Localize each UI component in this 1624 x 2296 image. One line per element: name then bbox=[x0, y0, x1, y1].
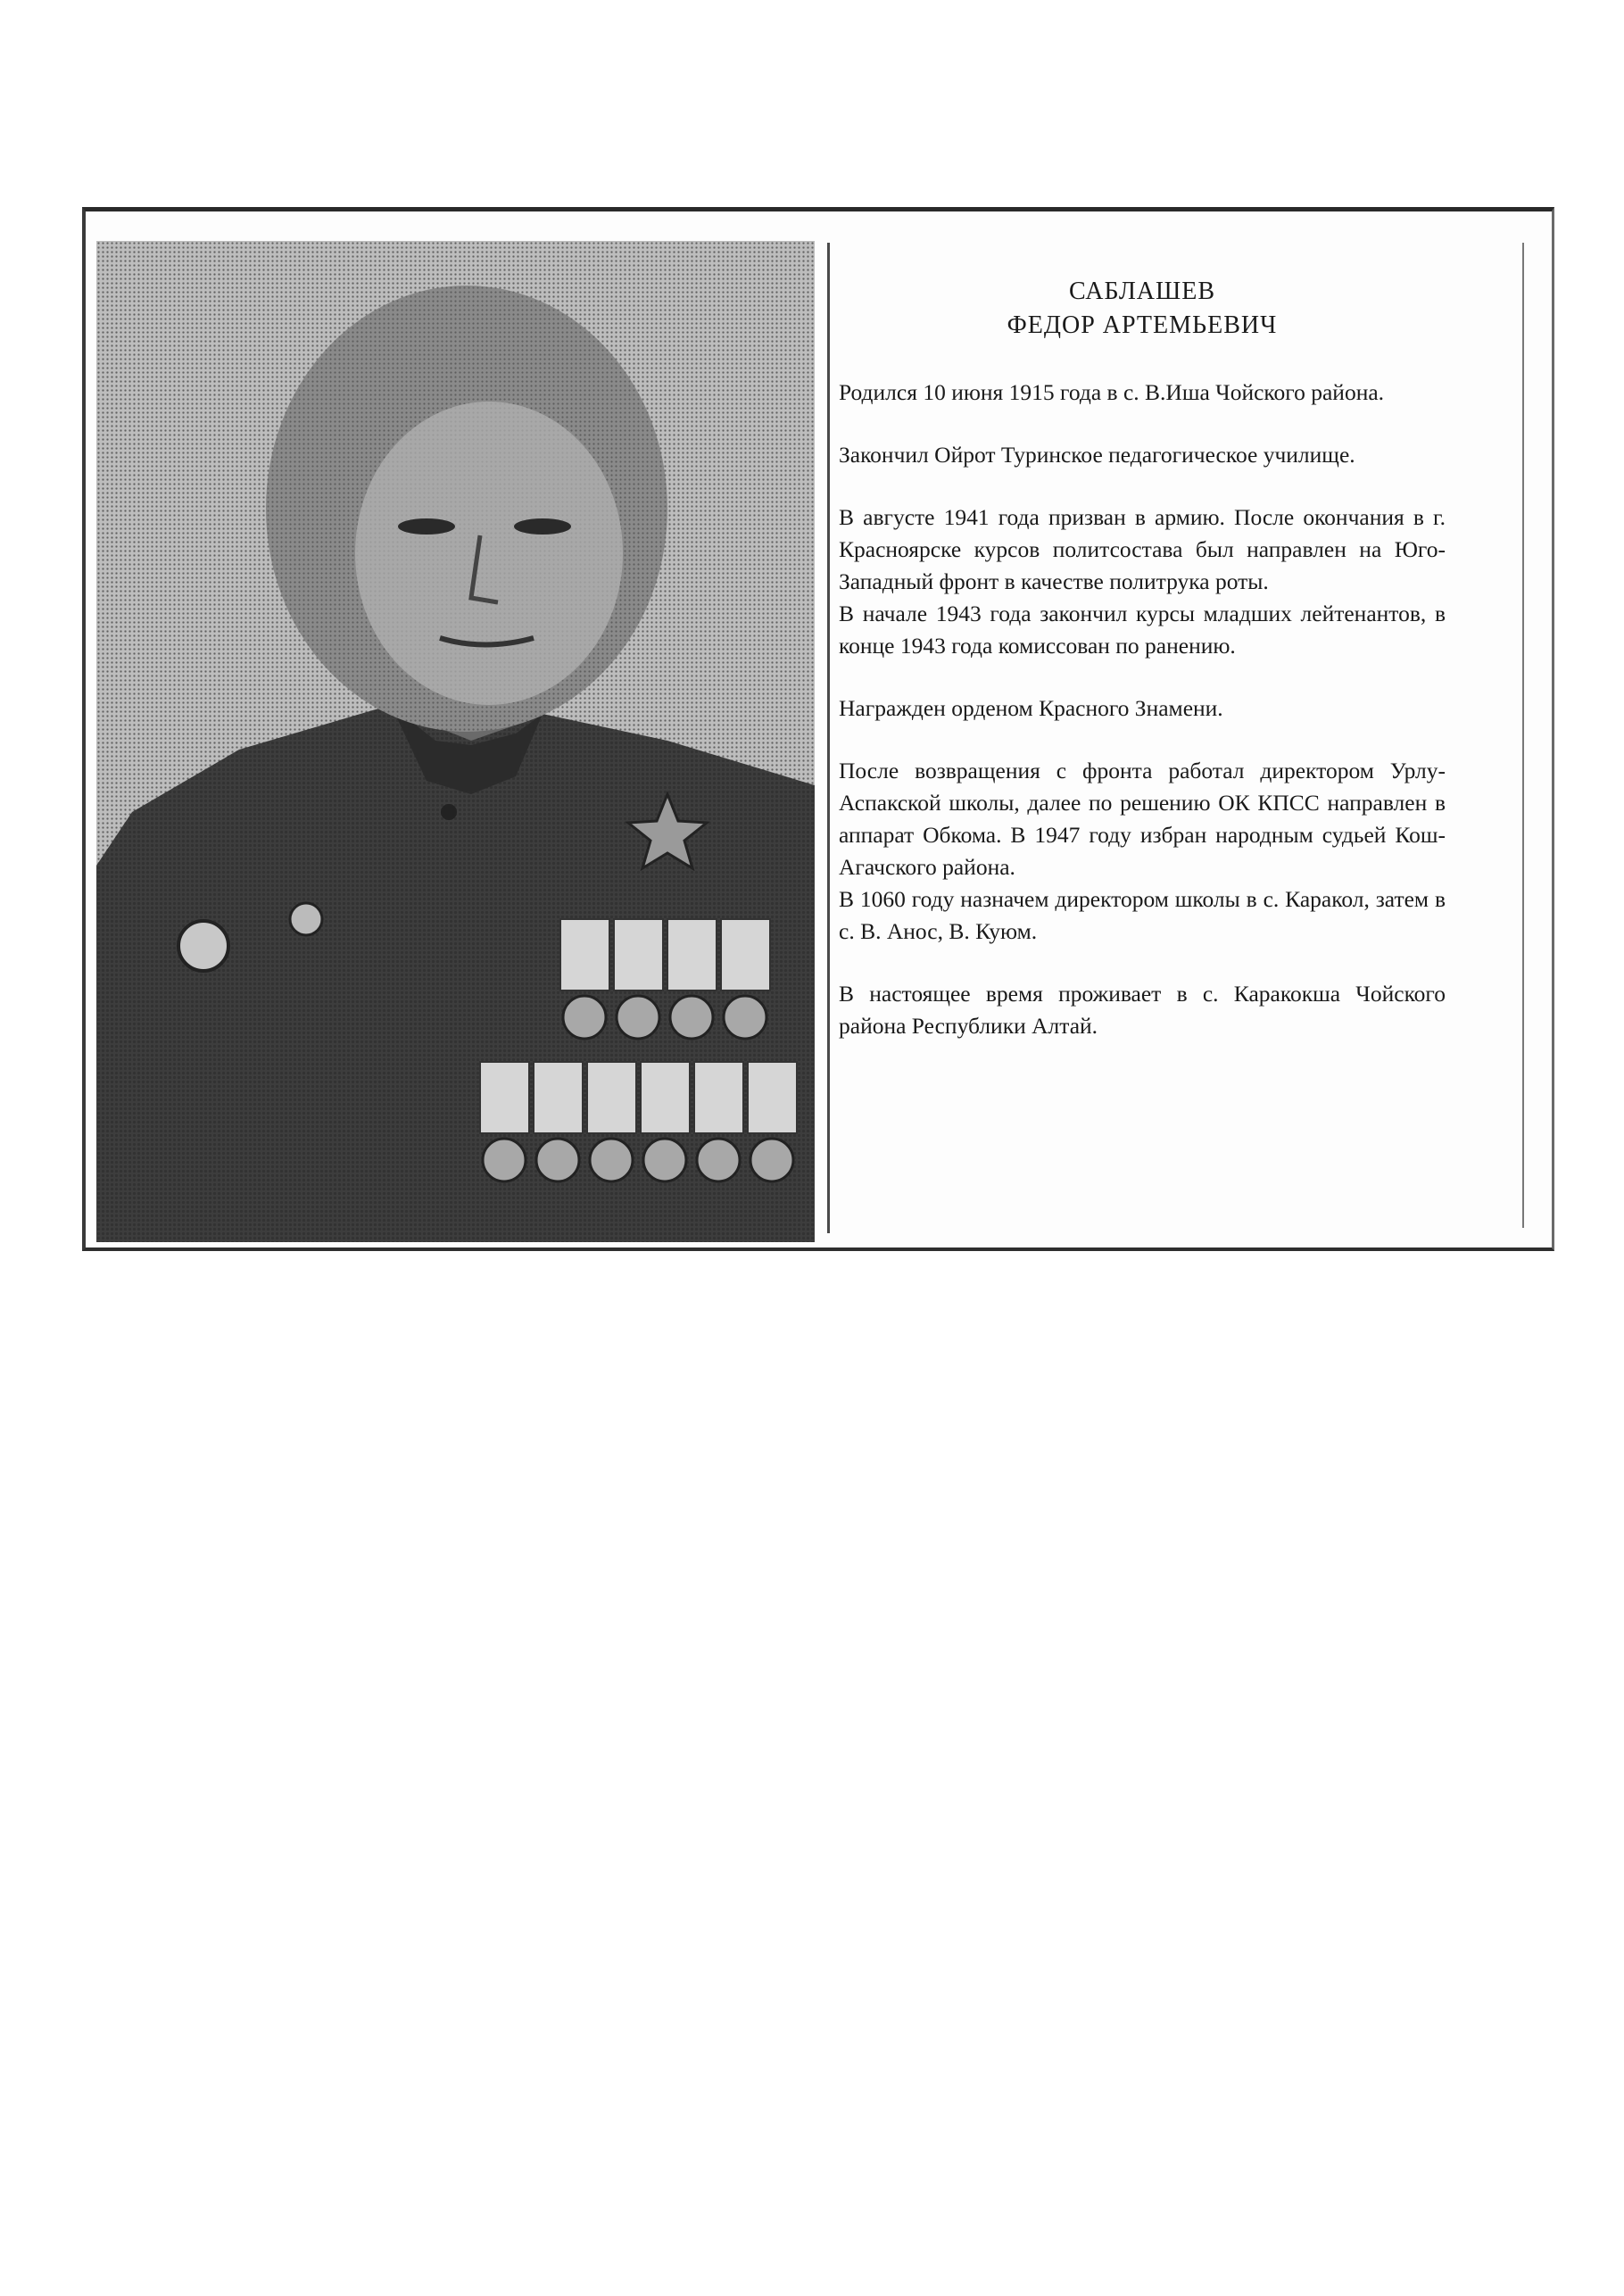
portrait-photo bbox=[96, 241, 815, 1242]
portrait-illustration bbox=[96, 241, 815, 1242]
paragraph-postwar: После возвращения с фронта работал директором Урлу-Аспакской школы, далее по решению ОК КПСС направлен в аппарат Обкома. В 1947 году избран народным судьей Кош-Агачского района. bbox=[839, 758, 1446, 880]
person-name bbox=[839, 275, 1446, 343]
frame-right-edge bbox=[1522, 243, 1524, 1228]
surname: САБЛАШЕВ bbox=[1068, 278, 1216, 305]
column-divider bbox=[827, 243, 830, 1233]
paragraph-education: Закончил Ойрот Туринское педагогическое училище. bbox=[839, 442, 1355, 468]
paragraph-residence: В настоящее время проживает в с. Каракокша Чойского района Республики Алтай. bbox=[839, 981, 1446, 1039]
paragraph-army: В августе 1941 года призван в армию. После окончания в г. Красноярске курсов политсостава был направлен на Юго-Западный фронт в качестве политрука роты. bbox=[839, 504, 1446, 594]
first-names: ФЕДОР АРТЕМЬЕВИЧ bbox=[1007, 311, 1278, 339]
paragraph-birth: Родился 10 июня 1915 года в с. В.Иша Чойского района. bbox=[839, 379, 1385, 405]
biography-text bbox=[839, 275, 1446, 1073]
paragraph-director: В 1060 году назначем директором школы в с. Каракол, затем в с. В. Анос, В. Куюм. bbox=[839, 886, 1446, 944]
paragraph-award: Награжден орденом Красного Знамени. bbox=[839, 695, 1223, 721]
paragraph-courses: В начале 1943 года закончил курсы младших лейтенантов, в конце 1943 года комиссован по ранению. bbox=[839, 601, 1446, 659]
